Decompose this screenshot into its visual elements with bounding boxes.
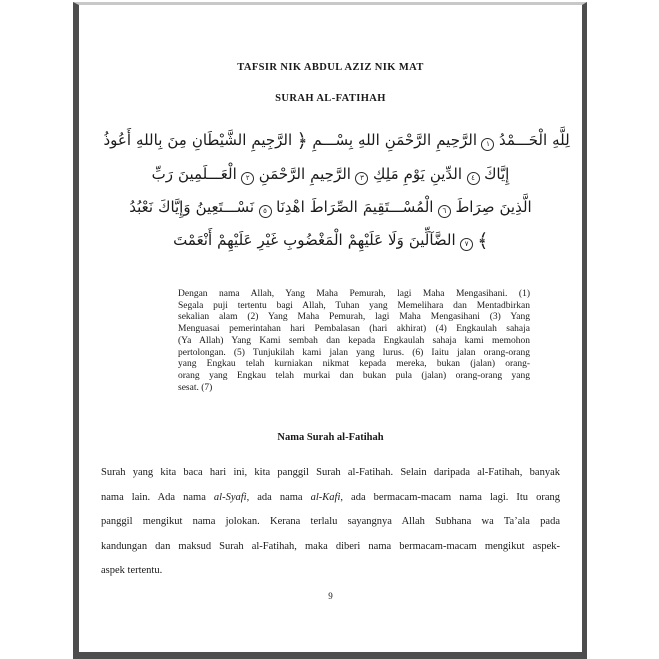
body-paragraph [101,461,560,584]
arabic-word: الرَّحِيمِ [436,131,477,149]
translation-line: (Ya Allah) Yang Kami sembah dan kepada Engkaulah sahaja kami memohon [178,335,530,346]
arabic-word: الدِّينِ [429,165,463,183]
ayah-number-marker: ٤ [467,172,480,185]
text-run: kandungan dan maksud Surah al-Fatihah, maka diberi nama bermacam-macam mengikut aspek- [101,540,560,552]
quran-verse-block [101,124,570,258]
arabic-word: الَّذِينَ [499,198,532,216]
arabic-word: بِاللهِ [136,131,163,149]
ayah-number-marker: ٥ [259,205,272,218]
body-text-line [101,559,560,584]
translation-line: sekalian alam (2) Yang Maha Pemurah, lagi Maha Mengasihani (3) Yang [178,312,530,323]
arabic-word: الْمَغْضُوبِ [283,231,343,249]
body-text-line [101,486,560,511]
text-run: al-Kafi [310,491,341,503]
text-run: , ada nama [246,491,311,503]
quran-line [101,158,560,191]
ayah-number-marker: ١ [481,138,494,151]
arabic-word: لِلَّهِ [552,131,570,149]
translation-line: orang yang Engkau telah murkai dan bukan pula (jalan) orang-orang yang [178,370,530,381]
body-text-line [101,461,560,486]
arabic-word: يَوْمِ [403,165,425,183]
arabic-word: بِسْـــمِ [312,131,354,149]
arabic-word: مِنَ [167,131,187,149]
arabic-word: صِرَاطَ [455,198,495,216]
arabic-word: عَلَيْهِمْ [217,231,253,249]
text-run: Surah yang kita baca hari ini, kita panggil Surah al-Fatihah. Selain daripada al-Fatihah, banyak [101,467,560,479]
arabic-word: الْمُسْـــتَقِيمَ [362,198,434,216]
quran-line [101,224,560,258]
arabic-word: الضَّآلِّينَ [408,231,456,249]
translation-line: Menguasai pemerintahan hari Pembalasan (hari akhirat) (4) Engkaulah sahaja [178,324,530,335]
arabic-word: عَلَيْهِمْ [347,231,384,249]
document-page [73,2,587,659]
arabic-word: الرَّحْمَنِ [384,131,432,149]
section-heading: Nama Surah al-Fatihah [277,432,384,444]
arabic-word: الْحَـــمْدُ [498,131,548,149]
arabic-word: وَإِيَّاكَ [158,198,191,216]
arabic-word: الشَّيْطَانِ [191,131,247,149]
arabic-word: مَلِكِ [372,165,399,183]
ornate-bracket: ﴾ [477,230,489,252]
body-text-line [101,535,560,560]
arabic-word: الْعَـــلَمِينَ [178,165,237,183]
ayah-number-marker: ٧ [460,238,473,251]
quran-line [101,191,560,224]
text-run: aspek tertentu. [101,565,163,577]
arabic-word: إِيَّاكَ [484,165,510,183]
body-text-line [101,510,560,535]
ayah-number-marker: ٢ [241,172,254,185]
translation-block [178,289,530,394]
book-title: TAFSIR NIK ABDUL AZIZ NIK MAT [237,62,424,73]
surah-title: SURAH AL-FATIHAH [275,93,386,104]
translation-line: Dengan nama Allah, Yang Maha Pemurah, lagi Maha Mengasihani. (1) [178,289,530,299]
arabic-word: أَعُوذُ [103,131,132,149]
arabic-word: اهْدِنَا [276,198,305,216]
arabic-word: الرَّحْمَنِ [258,165,306,183]
text-run: nama lain. Ada nama [101,491,214,503]
text-run: , ada bermacam-macam nama lagi. Itu orang [340,491,560,503]
arabic-word: الرَّجِيمِ [251,131,293,149]
translation-line: yang Engkau telah kurniakan nikmat kepada mereka, bukan (jalan) orang- [178,359,530,370]
ornate-bracket: ﴿ [296,130,308,152]
translation-line: pertolongan. (5) Tunjukilah kami jalan yang lurus. (6) Iaitu jalan orang-orang [178,347,530,358]
ayah-number-marker: ٦ [438,205,451,218]
arabic-word: الرَّحِيمِ [310,165,351,183]
translation-line: sesat. (7) [178,382,213,393]
arabic-word: الصِّرَاطَ [309,198,358,216]
page-number: 9 [328,590,333,601]
text-run: al-Syafi [213,491,247,503]
arabic-word: غَيْرِ [257,231,279,249]
ayah-number-marker: ٣ [355,172,368,185]
arabic-word: أَنْعَمْتَ [173,231,213,249]
arabic-word: نَعْبُدُ [129,198,154,216]
text-run: panggil mengikut nama jolokan. Kerana terlalu sayangnya Allah Subhana wa Ta’ala pada [101,516,560,528]
translation-line: Segala puji tertentu bagi Allah, Tuhan yang Memelihara dan Mentadbirkan [178,300,530,311]
arabic-word: وَلَا [388,231,404,249]
arabic-word: رَبِّ [151,165,174,183]
arabic-word: اللهِ [358,131,380,149]
arabic-word: نَسْـــتَعِينُ [195,198,255,216]
quran-line [101,124,570,158]
